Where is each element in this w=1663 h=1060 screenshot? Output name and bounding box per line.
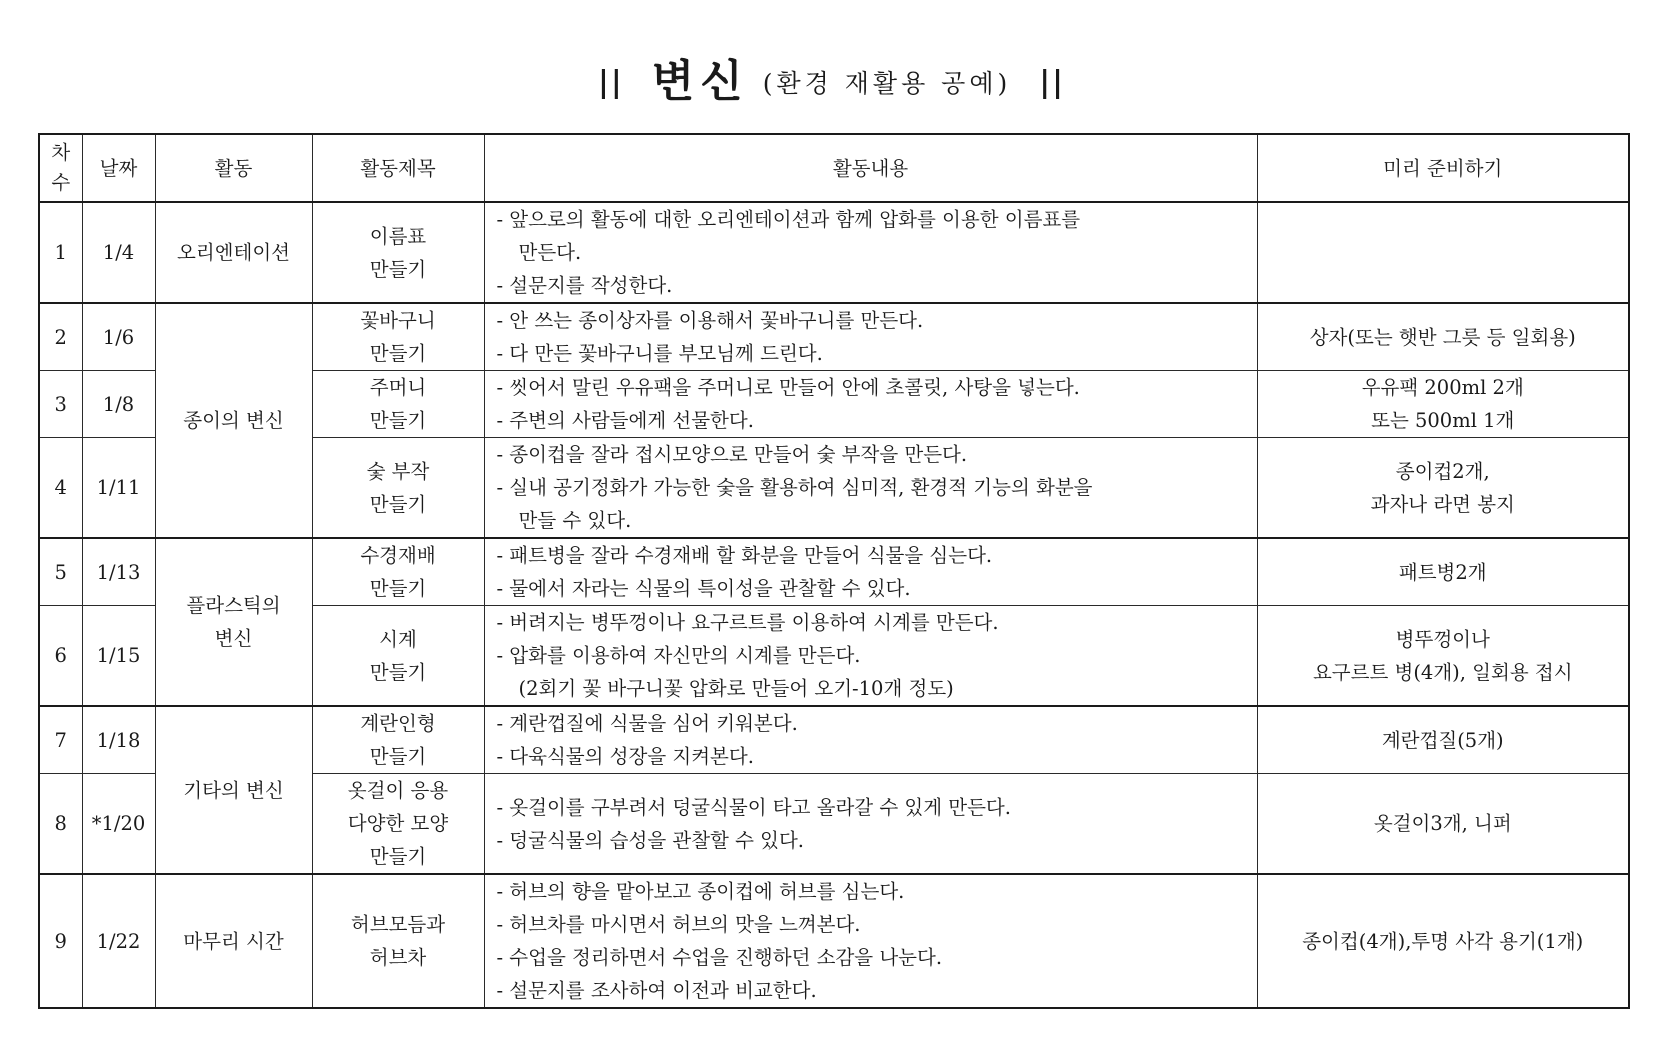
activity-title: 주머니 만들기 <box>312 371 484 438</box>
activity-group-paper: 종이의 변신 <box>155 303 312 538</box>
table-row <box>39 303 1629 371</box>
activity-title: 수경재배 만들기 <box>312 538 484 606</box>
table-row <box>39 202 1629 303</box>
activity-title: 시계 만들기 <box>312 606 484 707</box>
session-date: *1/20 <box>82 774 155 875</box>
session-number: 1 <box>39 202 82 303</box>
activity-group-plastic: 플라스틱의 변신 <box>155 538 312 706</box>
preparation: 패트병2개 <box>1257 538 1629 606</box>
session-date: 1/4 <box>82 202 155 303</box>
title-main: 변신 <box>651 56 749 107</box>
session-number: 2 <box>39 303 82 371</box>
header-activity-title: 활동제목 <box>312 134 484 202</box>
activity-title: 숯 부작 만들기 <box>312 438 484 539</box>
activity-content: - 씻어서 말린 우유팩을 주머니로 만들어 안에 초콜릿, 사탕을 넣는다. - 주변의 사람들에게 선물한다. <box>484 371 1257 438</box>
header-row <box>39 134 1629 202</box>
session-date: 1/18 <box>82 706 155 774</box>
table-row <box>39 538 1629 606</box>
session-date: 1/13 <box>82 538 155 606</box>
header-session-number: 차 수 <box>39 134 82 202</box>
preparation: 병뚜껑이나 요구르트 병(4개), 일회용 접시 <box>1257 606 1629 707</box>
session-date: 1/15 <box>82 606 155 707</box>
table-row <box>39 706 1629 774</box>
session-date: 1/8 <box>82 371 155 438</box>
activity-content: - 패트병을 잘라 수경재배 할 화분을 만들어 식물을 심는다. - 물에서 자라는 식물의 특이성을 관찰할 수 있다. <box>484 538 1257 606</box>
preparation: 우유팩 200ml 2개 또는 500ml 1개 <box>1257 371 1629 438</box>
activity-group-other: 기타의 변신 <box>155 706 312 874</box>
activity-content: - 앞으로의 활동에 대한 오리엔테이션과 함께 압화를 이용한 이름표를 만든다. - 설문지를 작성한다. <box>484 202 1257 303</box>
table-row <box>39 874 1629 1008</box>
activity-title: 이름표 만들기 <box>312 202 484 303</box>
session-date: 1/6 <box>82 303 155 371</box>
activity-content: - 옷걸이를 구부려서 덩굴식물이 타고 올라갈 수 있게 만든다. - 덩굴식물의 습성을 관찰할 수 있다. <box>484 774 1257 875</box>
header-activity: 활동 <box>155 134 312 202</box>
session-number: 6 <box>39 606 82 707</box>
schedule-table <box>38 133 1630 1009</box>
header-date: 날짜 <box>82 134 155 202</box>
activity-group-closing: 마무리 시간 <box>155 874 312 1008</box>
activity-title: 허브모듬과 허브차 <box>312 874 484 1008</box>
activity-content: - 계란껍질에 식물을 심어 키워본다. - 다육식물의 성장을 지켜본다. <box>484 706 1257 774</box>
activity-group-orientation: 오리엔테이션 <box>155 202 312 303</box>
preparation: 상자(또는 햇반 그릇 등 일회용) <box>1257 303 1629 371</box>
session-number: 4 <box>39 438 82 539</box>
session-number: 5 <box>39 538 82 606</box>
session-date: 1/11 <box>82 438 155 539</box>
session-number: 8 <box>39 774 82 875</box>
preparation: 옷걸이3개, 니퍼 <box>1257 774 1629 875</box>
activity-title: 계란인형 만들기 <box>312 706 484 774</box>
preparation <box>1257 202 1629 303</box>
activity-content: - 버려지는 병뚜껑이나 요구르트를 이용하여 시계를 만든다. - 압화를 이용하여 자신만의 시계를 만든다. (2회기 꽃 바구니꽃 압화로 만들어 오기-10개 정도) <box>484 606 1257 707</box>
header-activity-content: 활동내용 <box>484 134 1257 202</box>
title-right-mark: || <box>1039 65 1066 100</box>
header-preparation: 미리 준비하기 <box>1257 134 1629 202</box>
activity-title: 꽃바구니 만들기 <box>312 303 484 371</box>
preparation: 계란껍질(5개) <box>1257 706 1629 774</box>
session-date: 1/22 <box>82 874 155 1008</box>
page-title <box>0 52 1663 114</box>
activity-content: - 허브의 향을 맡아보고 종이컵에 허브를 심는다. - 허브차를 마시면서 허브의 맛을 느껴본다. - 수업을 정리하면서 수업을 진행하던 소감을 나눈다. - 설문지를 조사하여 이전과 비교한다. <box>484 874 1257 1008</box>
title-left-mark: || <box>597 65 624 100</box>
activity-title: 옷걸이 응용 다양한 모양 만들기 <box>312 774 484 875</box>
activity-content: - 종이컵을 잘라 접시모양으로 만들어 숯 부작을 만든다. - 실내 공기정화가 가능한 숯을 활용하여 심미적, 환경적 기능의 화분을 만들 수 있다. <box>484 438 1257 539</box>
preparation: 종이컵(4개),투명 사각 용기(1개) <box>1257 874 1629 1008</box>
title-subtitle: (환경 재활용 공예) <box>762 69 1012 98</box>
preparation: 종이컵2개, 과자나 라면 봉지 <box>1257 438 1629 539</box>
session-number: 7 <box>39 706 82 774</box>
activity-content: - 안 쓰는 종이상자를 이용해서 꽃바구니를 만든다. - 다 만든 꽃바구니를 부모님께 드린다. <box>484 303 1257 371</box>
session-number: 3 <box>39 371 82 438</box>
session-number: 9 <box>39 874 82 1008</box>
